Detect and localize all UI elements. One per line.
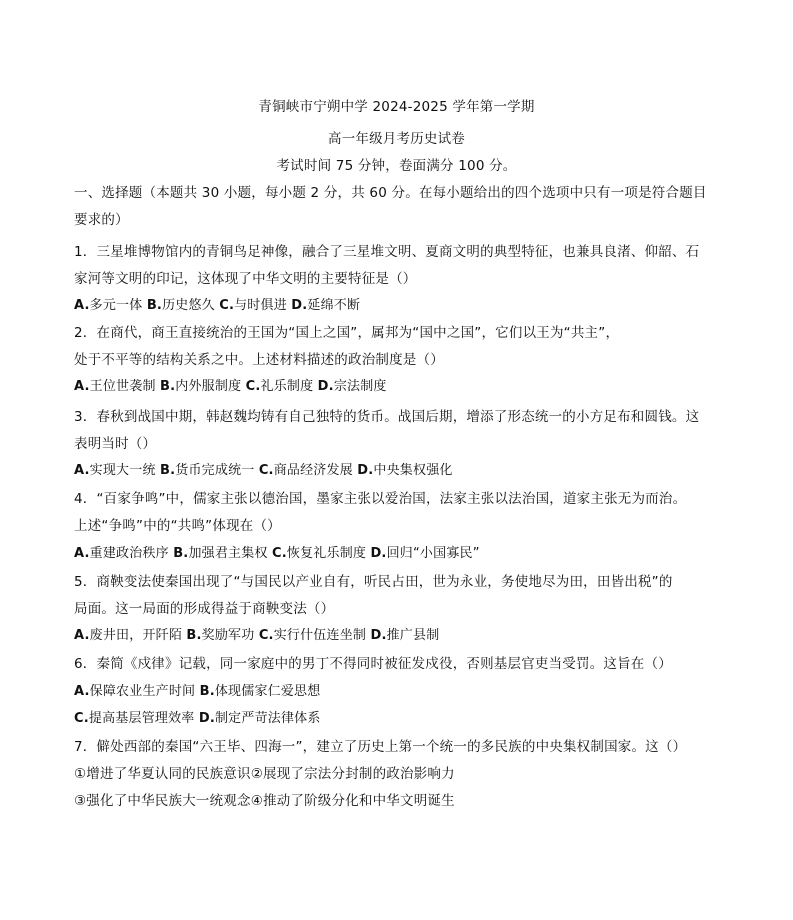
question-1-options xyxy=(74,297,360,315)
option-label-b: B. xyxy=(146,298,163,313)
question-6-stem-line1: 6．秦简《戍律》记载，同一家庭中的男丁不得同时被征发戍役，否则基层官吏当受罚。这旨在（） xyxy=(74,656,672,672)
school-title: 青铜峡市宁朔中学 2024-2025 学年第一学期 xyxy=(258,99,535,115)
question-6-option-b: 体现儒家仁爱思想 xyxy=(214,684,321,699)
question-5-stem-line1: 5．商鞅变法使秦国出现了“与国民以产业自有，听民占田，世为永业，务使地尽为田，田皆出税”的 xyxy=(74,574,673,590)
question-3-stem-line1: 3．春秋到战国中期，韩赵魏均铸有自己独特的货币。战国后期，增添了形态统一的小方足布和圆钱。这 xyxy=(74,409,700,425)
exam-title: 高一年级月考历史试卷 xyxy=(328,131,465,147)
question-2-option-b: 内外服制度 xyxy=(175,379,242,394)
option-label-c: C. xyxy=(219,298,235,313)
option-label-a: A. xyxy=(74,684,90,699)
question-1-option-c: 与时俱进 xyxy=(234,298,287,313)
question-2-option-d: 宗法制度 xyxy=(333,379,387,394)
option-label-b: B. xyxy=(199,684,215,699)
question-3-option-a: 实现大一统 xyxy=(89,463,156,478)
option-label-d: D. xyxy=(357,463,374,478)
question-2-stem-line1: 2．在商代，商王直接统治的王国为“国上之国”，属邦为“国中之国”，它们以王为“共主”， xyxy=(74,325,620,341)
question-5-stem-line2: 局面。这一局面的形成得益于商鞅变法（） xyxy=(74,601,335,617)
question-1-stem-line2: 家河等文明的印记，这体现了中华文明的主要特征是（） xyxy=(74,271,417,287)
option-label-d: D. xyxy=(370,628,387,643)
question-6-options-line2 xyxy=(74,710,321,728)
option-label-c: C. xyxy=(245,379,261,394)
question-7-items-line1: ①增进了华夏认同的民族意识②展现了宗法分封制的政治影响力 xyxy=(74,766,455,782)
option-label-d: D. xyxy=(291,298,308,313)
option-label-c: C. xyxy=(258,628,274,643)
question-2-stem-line2: 处于不平等的结构关系之中。上述材料描述的政治制度是（） xyxy=(74,352,444,368)
question-5-option-d: 推广县制 xyxy=(386,628,440,643)
question-3-option-d: 中央集权强化 xyxy=(373,463,453,478)
option-label-b: B. xyxy=(160,463,176,478)
question-3-option-c: 商品经济发展 xyxy=(273,463,353,478)
option-label-d: D. xyxy=(317,379,334,394)
option-label-c: C. xyxy=(74,711,89,726)
question-3-option-b: 货币完成统一 xyxy=(175,463,255,478)
question-3-stem-line2: 表明当时（） xyxy=(74,436,157,452)
exam-info: 考试时间 75 分钟，卷面满分 100 分。 xyxy=(276,158,517,174)
question-7-stem-line1: 7．僻处西部的秦国“六王毕、四海一”，建立了历史上第一个统一的多民族的中央集权制国家。这（） xyxy=(74,739,687,755)
option-label-c: C. xyxy=(272,546,287,561)
option-label-b: B. xyxy=(186,628,202,643)
question-5-options xyxy=(74,627,439,645)
option-label-d: D. xyxy=(370,546,387,561)
question-4-option-d: 回归“小国寡民” xyxy=(386,546,480,561)
question-6-option-c: 提高基层管理效率 xyxy=(88,711,195,726)
question-6-option-d: 制定严苛法律体系 xyxy=(214,711,321,726)
option-label-b: B. xyxy=(173,546,189,561)
question-2-option-c: 礼乐制度 xyxy=(260,379,314,394)
question-1-option-a: 多元一体 xyxy=(89,298,143,313)
question-1-option-d: 延绵不断 xyxy=(307,298,361,313)
question-4-option-a: 重建政治秩序 xyxy=(89,546,169,561)
question-4-stem-line1: 4．“百家争鸣”中，儒家主张以德治国，墨家主张以爱治国，法家主张以法治国，道家主张无为而治。 xyxy=(74,491,687,507)
option-label-a: A. xyxy=(74,298,90,313)
question-4-stem-line2: 上述“争鸣”中的“共鸣”体现在（） xyxy=(74,518,281,534)
question-7-items-line2: ③强化了中华民族大一统观念④推动了阶级分化和中华文明诞生 xyxy=(74,793,455,809)
section-heading-line1: 一、选择题（本题共 30 小题，每小题 2 分，共 60 分。在每小题给出的四个选项中只有一项是符合题目 xyxy=(74,185,707,201)
option-label-a: A. xyxy=(74,546,90,561)
question-6-option-a: 保障农业生产时间 xyxy=(89,684,196,699)
option-label-d: D. xyxy=(198,711,215,726)
option-label-a: A. xyxy=(74,379,90,394)
option-label-c: C. xyxy=(258,463,274,478)
question-3-options xyxy=(74,462,453,480)
question-2-options xyxy=(74,378,387,396)
section-heading-line2: 要求的） xyxy=(74,212,129,228)
question-1-option-b: 历史悠久 xyxy=(162,298,215,313)
option-label-a: A. xyxy=(74,628,90,643)
question-5-option-b: 奖励军功 xyxy=(201,628,255,643)
option-label-a: A. xyxy=(74,463,90,478)
question-6-options-line1 xyxy=(74,683,320,701)
question-2-option-a: 王位世袭制 xyxy=(89,379,156,394)
question-4-option-b: 加强君主集权 xyxy=(188,546,268,561)
question-5-option-c: 实行什伍连坐制 xyxy=(273,628,367,643)
question-5-option-a: 废井田，开阡陌 xyxy=(89,628,183,643)
question-4-options xyxy=(74,545,480,563)
question-1-stem-line1: 1．三星堆博物馆内的青铜鸟足神像，融合了三星堆文明、夏商文明的典型特征，也兼具良渚、仰韶、石 xyxy=(74,244,700,260)
question-4-option-c: 恢复礼乐制度 xyxy=(286,546,367,561)
option-label-b: B. xyxy=(160,379,176,394)
